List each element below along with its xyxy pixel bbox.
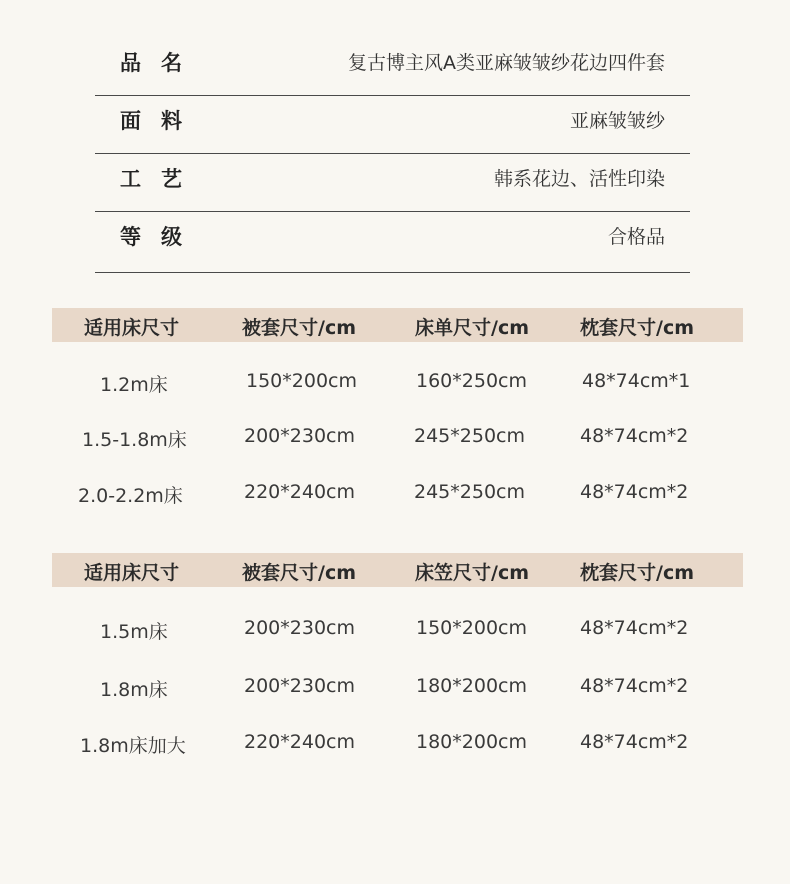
table-cell: 245*250cm: [414, 425, 525, 447]
table-cell: 200*230cm: [244, 425, 355, 447]
spec-label: 等级: [120, 225, 202, 249]
header-cell: 被套尺寸/cm: [242, 562, 357, 584]
spec-row-craft: [95, 154, 690, 212]
table-header: [52, 308, 743, 342]
table-cell: 1.8m床加大: [80, 735, 186, 757]
table-cell: 48*74cm*2: [580, 481, 689, 503]
spec-row-grade: [95, 212, 690, 273]
spec-value: 合格品: [607, 226, 665, 248]
product-spec-list: [95, 38, 690, 273]
table-cell: 48*74cm*2: [580, 731, 689, 753]
table-cell: 48*74cm*2: [580, 617, 689, 639]
spec-label: 品名: [120, 51, 202, 75]
table-cell: 2.0-2.2m床: [78, 485, 183, 507]
spec-value: 亚麻皱皱纱: [569, 110, 665, 132]
header-cell: 适用床尺寸: [84, 317, 180, 339]
header-cell: 床单尺寸/cm: [415, 317, 530, 339]
table-cell: 150*200cm: [416, 617, 527, 639]
header-cell: 床笠尺寸/cm: [415, 562, 530, 584]
table-cell: 160*250cm: [416, 370, 527, 392]
table-row: [52, 342, 743, 399]
table-cell: 48*74cm*2: [580, 425, 689, 447]
spec-value: 韩系花边、活性印染: [493, 168, 665, 190]
header-cell: 枕套尺寸/cm: [580, 562, 695, 584]
table-cell: 220*240cm: [244, 731, 355, 753]
header-cell: 被套尺寸/cm: [242, 317, 357, 339]
spec-label: 面料: [120, 109, 202, 133]
spec-row-fabric: [95, 96, 690, 154]
table-header: [52, 553, 743, 587]
table-cell: 48*74cm*1: [582, 370, 691, 392]
table-cell: 1.5m床: [100, 621, 168, 643]
table-row: [52, 587, 743, 644]
table-cell: 1.2m床: [100, 374, 168, 396]
table-row: [52, 399, 743, 456]
table-cell: 180*200cm: [416, 675, 527, 697]
table-cell: 48*74cm*2: [580, 675, 689, 697]
table-cell: 1.5-1.8m床: [82, 429, 187, 451]
spec-label: 工艺: [120, 167, 202, 191]
table-cell: 150*200cm: [246, 370, 357, 392]
table-cell: 1.8m床: [100, 679, 168, 701]
header-cell: 枕套尺寸/cm: [580, 317, 695, 339]
table-row: [52, 456, 743, 513]
size-table-fitted: [52, 553, 743, 758]
table-row: [52, 644, 743, 701]
size-table-sheet: [52, 308, 743, 513]
table-cell: 220*240cm: [244, 481, 355, 503]
header-cell: 适用床尺寸: [84, 562, 180, 584]
table-row: [52, 701, 743, 758]
spec-row-name: [95, 38, 690, 96]
table-cell: 200*230cm: [244, 675, 355, 697]
table-cell: 200*230cm: [244, 617, 355, 639]
table-cell: 245*250cm: [414, 481, 525, 503]
spec-value: 复古博主风A类亚麻皱皱纱花边四件套: [348, 52, 665, 74]
table-cell: 180*200cm: [416, 731, 527, 753]
